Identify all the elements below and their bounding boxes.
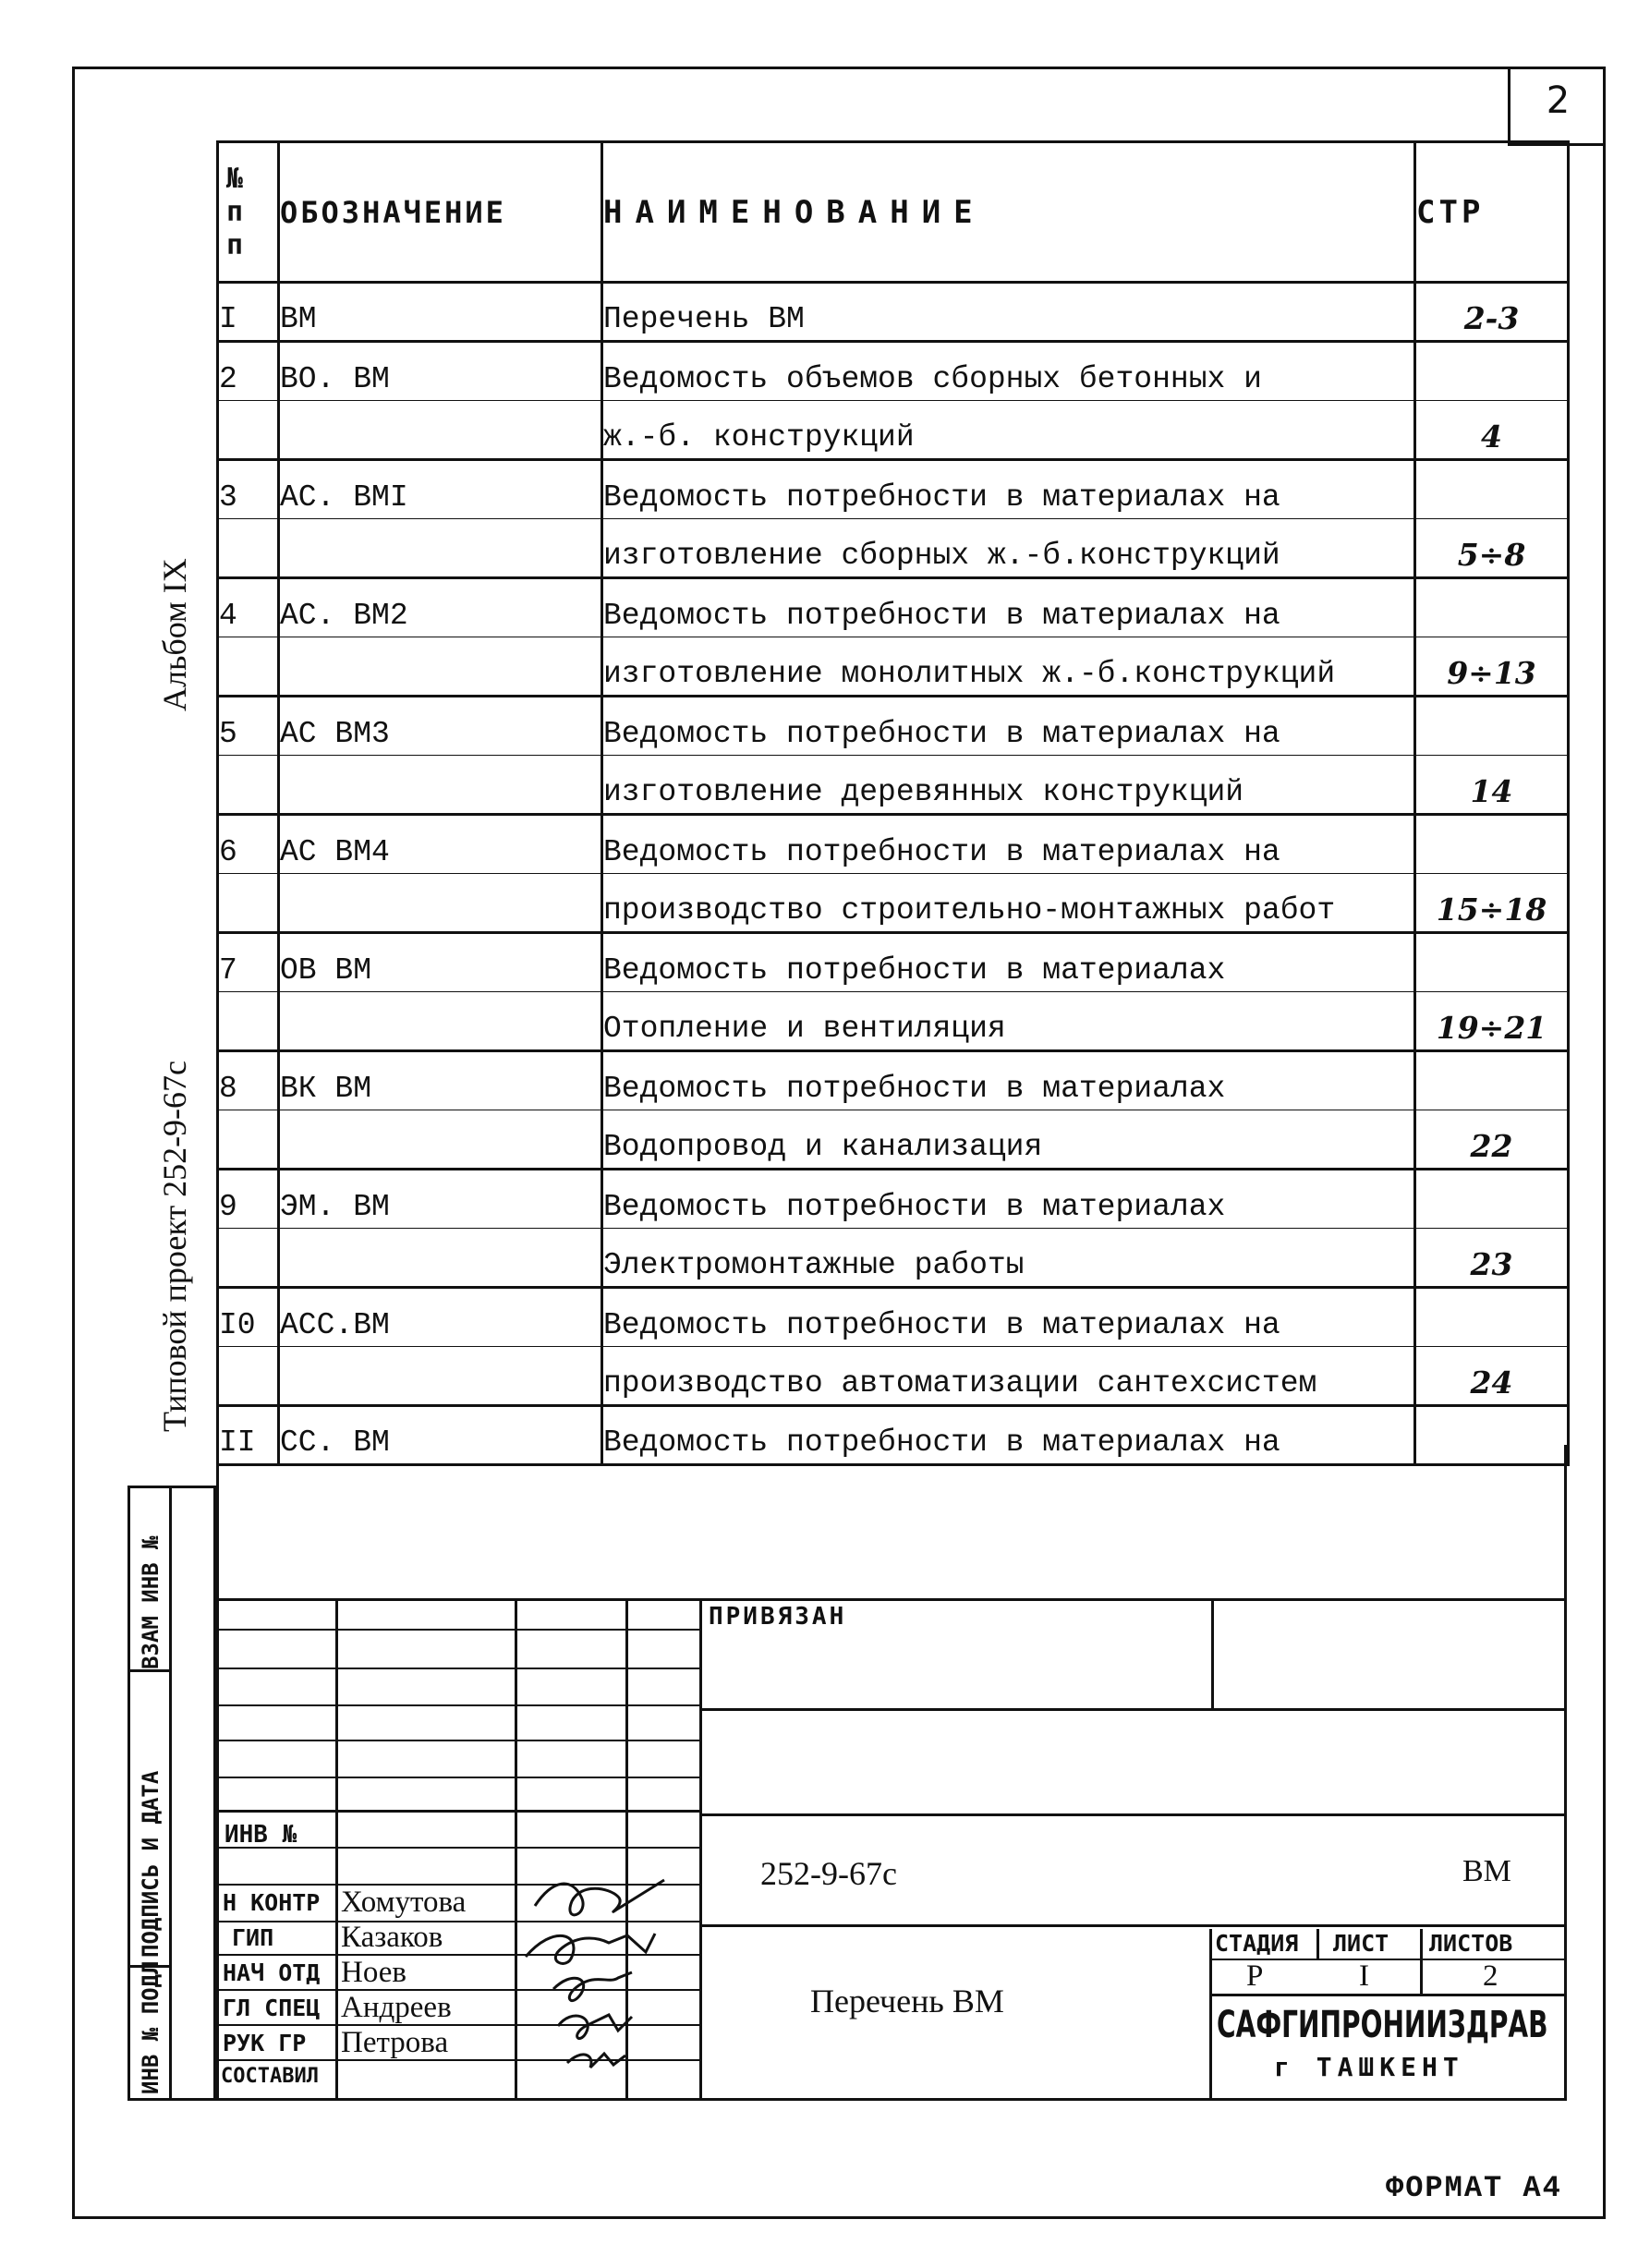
title-block	[216, 1598, 1567, 2101]
header-num-2: п	[226, 195, 244, 228]
row-name: Ведомость потребности в материалах на	[602, 1406, 1415, 1465]
row-code: АСС.ВМ	[279, 1288, 602, 1347]
row-page: 23	[1415, 1229, 1569, 1288]
row-code: ВО. ВМ	[279, 342, 602, 401]
signatures-graphic	[516, 1869, 710, 2091]
row-code: ВК ВМ	[279, 1051, 602, 1110]
row-code: ОВ ВМ	[279, 933, 602, 992]
row-name: Отопление и вентиляция	[602, 992, 1415, 1051]
header-num-3: п	[226, 228, 244, 261]
row-code	[279, 401, 602, 460]
table-row	[218, 1347, 1569, 1406]
sheets-value: 2	[1483, 1959, 1498, 1993]
row-name: производство строительно-монтажных работ	[602, 874, 1415, 933]
vzam-label: ВЗАМ ИНВ №	[138, 1535, 164, 1669]
row-name: Ведомость потребности в материалах на	[602, 460, 1415, 519]
row-num: II	[218, 1406, 279, 1465]
row-page: 2-3	[1415, 283, 1569, 342]
row-num	[218, 1347, 279, 1406]
role-label: ГИП	[232, 1924, 274, 1951]
side-stamp	[127, 1486, 216, 2101]
table-row	[218, 874, 1569, 933]
row-name: Электромонтажные работы	[602, 1229, 1415, 1288]
table-row	[218, 1229, 1569, 1288]
role-name: Андреев	[341, 1991, 452, 2024]
table-row	[218, 933, 1569, 992]
header-num-1: №	[226, 162, 244, 195]
role-name: Ноев	[341, 1956, 406, 1989]
stage-value: Р	[1246, 1959, 1264, 1993]
role-label: РУК ГР	[223, 2030, 307, 2056]
row-page: 19÷21	[1415, 992, 1569, 1051]
row-num: 9	[218, 1170, 279, 1229]
row-page	[1415, 697, 1569, 756]
sheet-value: I	[1359, 1959, 1369, 1993]
row-code	[279, 637, 602, 697]
row-code	[279, 992, 602, 1051]
side-project-label: Типовой проект 252-9-67с	[156, 1060, 193, 1432]
row-code: АС ВМ3	[279, 697, 602, 756]
row-code	[279, 756, 602, 815]
table-row	[218, 283, 1569, 342]
row-num	[218, 1110, 279, 1170]
row-code	[279, 874, 602, 933]
role-name: Казаков	[341, 1921, 443, 1954]
row-num: 3	[218, 460, 279, 519]
row-name: Ведомость объемов сборных бетонных и	[602, 342, 1415, 401]
row-page: 9÷13	[1415, 637, 1569, 697]
table-row	[218, 460, 1569, 519]
row-code: СС. ВМ	[279, 1406, 602, 1465]
table-row	[218, 992, 1569, 1051]
sheets-label: ЛИСТОВ	[1429, 1930, 1513, 1957]
header-num	[218, 142, 279, 283]
org-city: г ТАШКЕНТ	[1274, 2052, 1464, 2082]
row-num: 4	[218, 578, 279, 637]
row-code	[279, 1229, 602, 1288]
table-row	[218, 815, 1569, 874]
header-code: ОБОЗНАЧЕНИЕ	[279, 142, 602, 283]
row-name: Ведомость потребности в материалах на	[602, 578, 1415, 637]
header-page: СТР	[1415, 142, 1569, 283]
row-name: производство автоматизации сантехсистем	[602, 1347, 1415, 1406]
table-row	[218, 1288, 1569, 1347]
row-page	[1415, 1170, 1569, 1229]
project-code: 252-9-67с	[760, 1855, 897, 1892]
row-num: 2	[218, 342, 279, 401]
doc-title: Перечень ВМ	[810, 1983, 1004, 2019]
row-name: Перечень ВМ	[602, 283, 1415, 342]
row-page: 5÷8	[1415, 519, 1569, 578]
row-name: ж.-б. конструкций	[602, 401, 1415, 460]
row-num	[218, 992, 279, 1051]
row-name: Ведомость потребности в материалах на	[602, 697, 1415, 756]
row-num	[218, 874, 279, 933]
row-name: изготовление сборных ж.-б.конструкций	[602, 519, 1415, 578]
header-name: НАИМЕНОВАНИЕ	[602, 142, 1415, 283]
podpis-label: ПОДПИСЬ И ДАТА	[138, 1770, 164, 1958]
table-row	[218, 578, 1569, 637]
row-name: изготовление деревянных конструкций	[602, 756, 1415, 815]
inv-podl-label: ИНВ № ПОДЛ	[138, 1960, 164, 2094]
row-code: ВМ	[279, 283, 602, 342]
table-row	[218, 342, 1569, 401]
table-row	[218, 519, 1569, 578]
blank-area	[216, 1445, 1567, 1598]
row-code	[279, 519, 602, 578]
stage-label: СТАДИЯ	[1215, 1930, 1299, 1957]
row-page	[1415, 342, 1569, 401]
table-row	[218, 637, 1569, 697]
row-code	[279, 1347, 602, 1406]
row-num: I	[218, 283, 279, 342]
row-name: Ведомость потребности в материалах на	[602, 815, 1415, 874]
row-num	[218, 1229, 279, 1288]
role-name: Петрова	[341, 2026, 449, 2059]
row-code: ЭМ. ВМ	[279, 1170, 602, 1229]
row-num	[218, 519, 279, 578]
row-page	[1415, 578, 1569, 637]
row-name: изготовление монолитных ж.-б.конструкций	[602, 637, 1415, 697]
inv-no-label: ИНВ №	[224, 1821, 297, 1849]
row-num: 5	[218, 697, 279, 756]
side-album-label: Альбом IX	[156, 558, 193, 711]
table-row	[218, 401, 1569, 460]
row-name: Ведомость потребности в материалах	[602, 933, 1415, 992]
row-page: 22	[1415, 1110, 1569, 1170]
row-page: 4	[1415, 401, 1569, 460]
page-number: 2	[1546, 79, 1571, 122]
table-header-row	[218, 142, 1569, 283]
row-page	[1415, 815, 1569, 874]
row-name: Ведомость потребности в материалах на	[602, 1288, 1415, 1347]
role-name: Хомутова	[341, 1886, 467, 1919]
row-num: 7	[218, 933, 279, 992]
row-code: АС ВМ4	[279, 815, 602, 874]
role-label: НАЧ ОТД	[223, 1959, 321, 1986]
row-num: 8	[218, 1051, 279, 1110]
privyazan-label: ПРИВЯЗАН	[709, 1603, 847, 1631]
row-code: АС. ВМI	[279, 460, 602, 519]
row-code	[279, 1110, 602, 1170]
table-row	[218, 1170, 1569, 1229]
sheet-label: ЛИСТ	[1333, 1930, 1389, 1957]
role-label: ГЛ СПЕЦ	[223, 1995, 321, 2021]
table-row	[218, 756, 1569, 815]
row-code: АС. ВМ2	[279, 578, 602, 637]
table-row	[218, 697, 1569, 756]
row-num	[218, 637, 279, 697]
row-page	[1415, 460, 1569, 519]
row-page: 15÷18	[1415, 874, 1569, 933]
row-name: Водопровод и канализация	[602, 1110, 1415, 1170]
format-label: ФОРМАТ А4	[1386, 2171, 1562, 2205]
org-name: САФГИПРОНИИЗДРАВ	[1217, 2004, 1548, 2046]
row-page: 24	[1415, 1347, 1569, 1406]
row-page	[1415, 1051, 1569, 1110]
row-page	[1415, 1288, 1569, 1347]
page-number-box	[1508, 67, 1606, 146]
row-num: 6	[218, 815, 279, 874]
row-page: 14	[1415, 756, 1569, 815]
role-label: Н КОНТР	[223, 1889, 321, 1916]
row-num: I0	[218, 1288, 279, 1347]
doc-code: ВМ	[1462, 1854, 1511, 1888]
contents-table	[216, 140, 1570, 1466]
row-num	[218, 401, 279, 460]
row-page	[1415, 933, 1569, 992]
role-label: СОСТАВИЛ	[221, 2065, 319, 2088]
table-row	[218, 1051, 1569, 1110]
row-name: Ведомость потребности в материалах	[602, 1170, 1415, 1229]
row-name: Ведомость потребности в материалах	[602, 1051, 1415, 1110]
table-row	[218, 1110, 1569, 1170]
row-num	[218, 756, 279, 815]
